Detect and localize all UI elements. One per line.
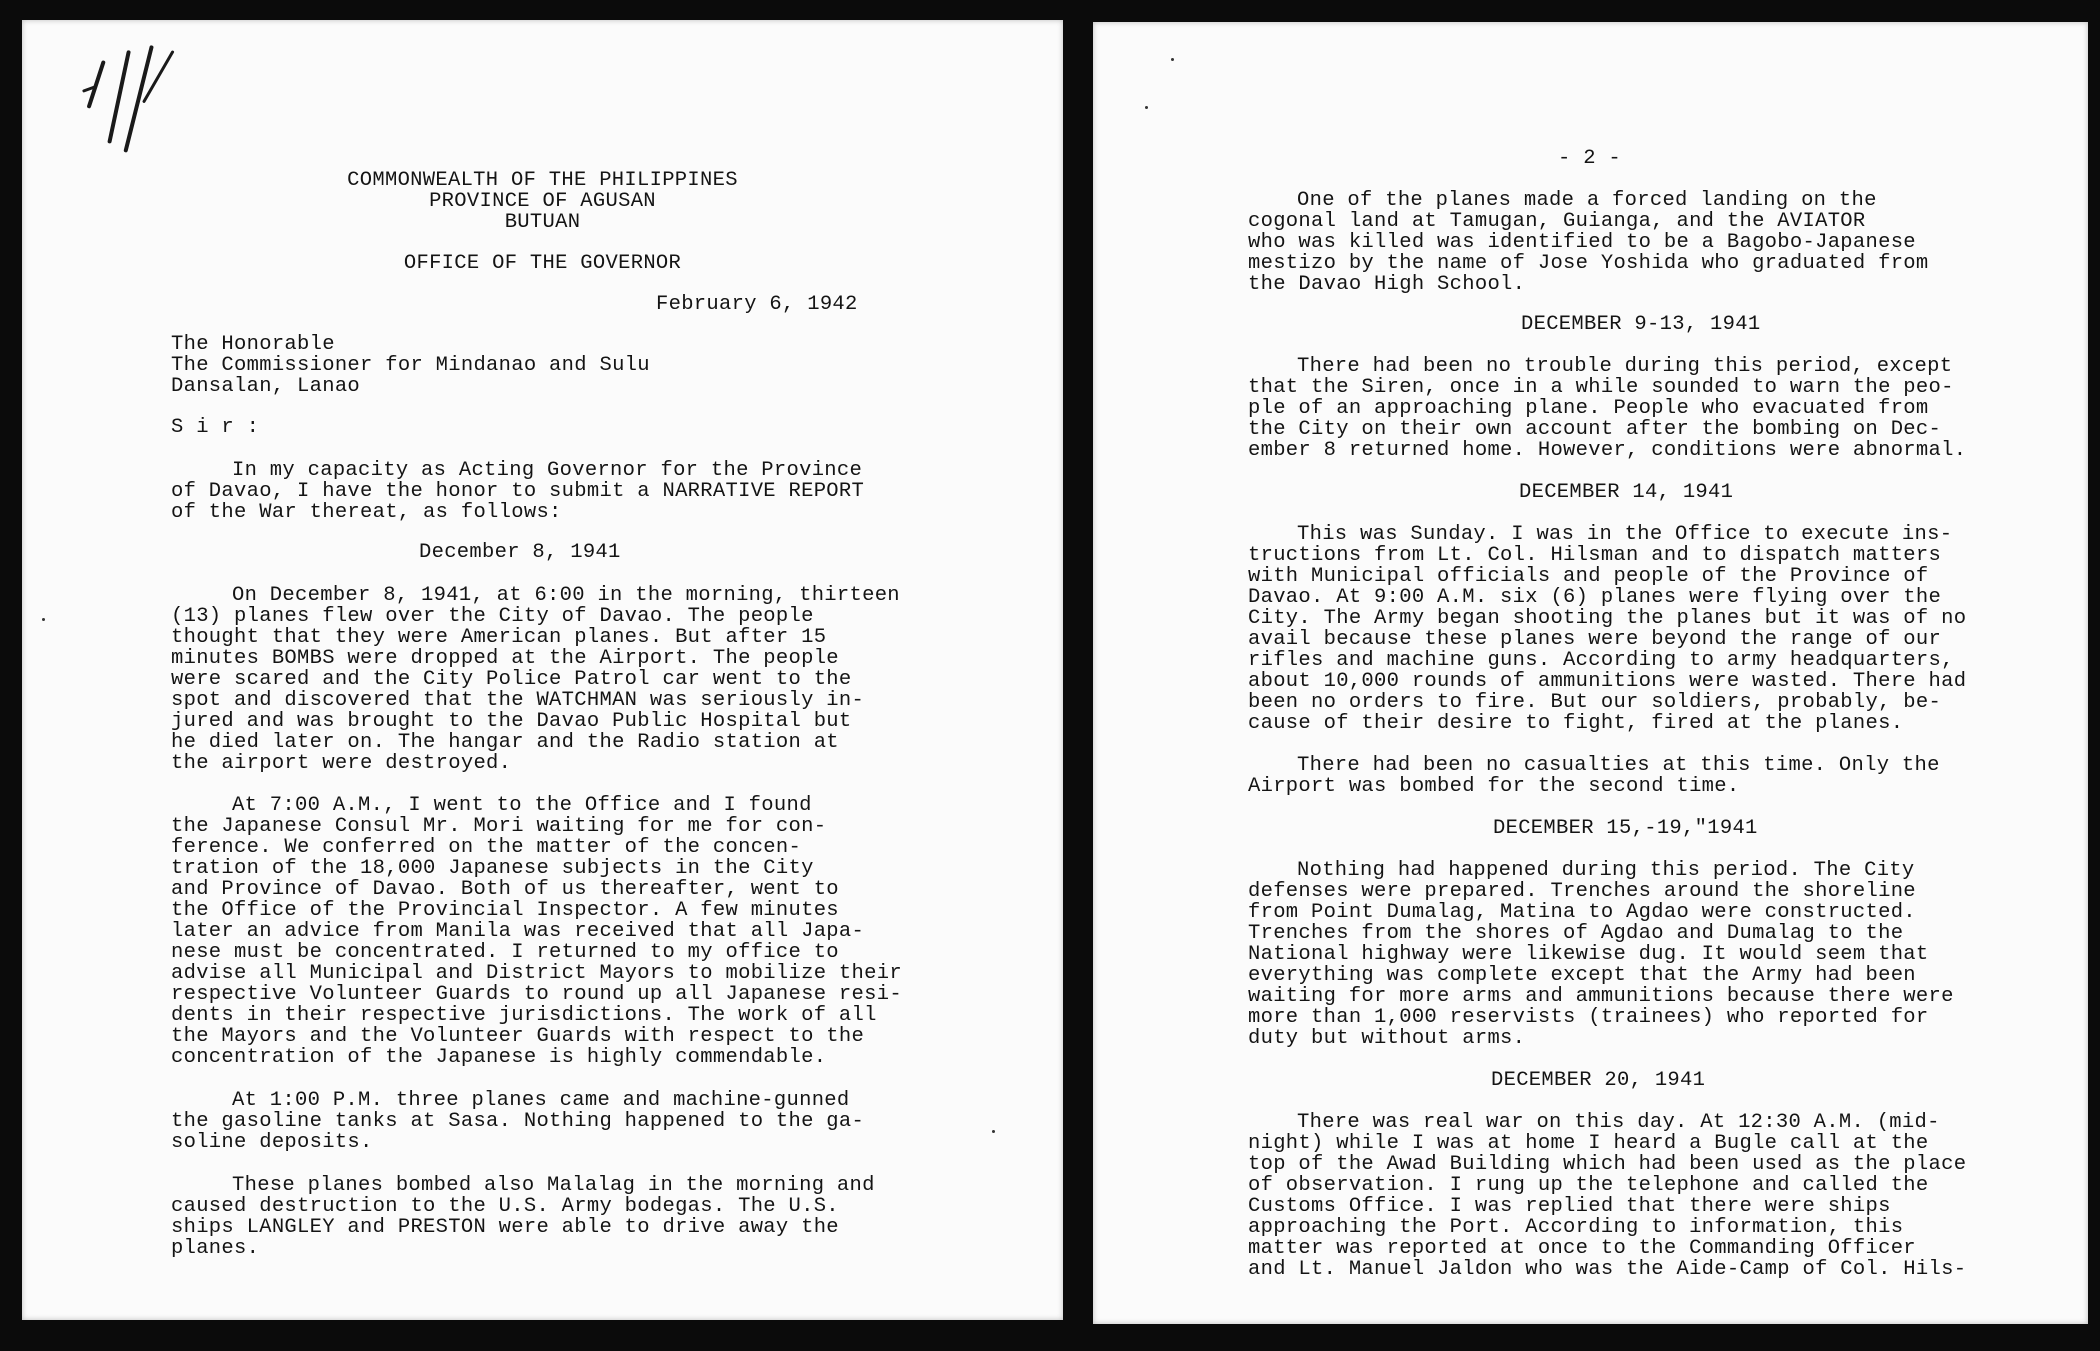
text-line: caused destruction to the U.S. Army bodegas. The U.S.: [171, 1195, 839, 1218]
document-page-2: [1093, 22, 2088, 1324]
text-line: There was real war on this day. At 12:30 A.M. (mid-: [1297, 1111, 1940, 1134]
text-line: dents in their respective jurisdictions. The work of all: [171, 1004, 877, 1027]
page-number: - 2 -: [1558, 147, 1622, 170]
speck: [42, 618, 45, 621]
text-line: jured and was brought to the Davao Public Hospital but: [171, 710, 852, 733]
text-line: On December 8, 1941, at 6:00 in the morning, thirteen: [232, 584, 900, 607]
document-page-1: [22, 20, 1063, 1320]
text-line: planes.: [171, 1237, 260, 1260]
text-line: rifles and machine guns. According to army headquarters,: [1248, 649, 1954, 672]
text-line: This was Sunday. I was in the Office to execute ins-: [1297, 523, 1953, 546]
text-line: the Office of the Provincial Inspector. A few minutes: [171, 899, 839, 922]
text-line: of Davao, I have the honor to submit a NARRATIVE REPORT: [171, 480, 865, 503]
text-line: that the Siren, once in a while sounded to warn the peo-: [1248, 376, 1954, 399]
text-line: been no orders to fire. But our soldiers, probably, be-: [1248, 691, 1942, 714]
text-line: advise all Municipal and District Mayors to mobilize their: [171, 962, 902, 985]
text-line: matter was reported at once to the Commanding Officer: [1248, 1237, 1916, 1260]
text-line: cause of their desire to fight, fired at the planes.: [1248, 712, 1904, 735]
text-line: duty but without arms.: [1248, 1027, 1526, 1050]
text-line: There had been no trouble during this period, except: [1297, 355, 1953, 378]
text-line: cogonal land at Tamugan, Guianga, and the AVIATOR: [1248, 210, 1866, 233]
text-line: defenses were prepared. Trenches around the shoreline: [1248, 880, 1916, 903]
text-line: spot and discovered that the WATCHMAN was seriously in-: [171, 689, 865, 712]
text-line: respective Volunteer Guards to round up all Japanese resi-: [171, 983, 902, 1006]
text-line: At 1:00 P.M. three planes came and machine-gunned: [232, 1089, 850, 1112]
letterhead-line: PROVINCE OF AGUSAN: [429, 190, 656, 213]
text-line: who was killed was identified to be a Bagobo-Japanese: [1248, 231, 1916, 254]
text-line: avail because these planes were beyond the range of our: [1248, 628, 1942, 651]
text-line: were scared and the City Police Patrol car went to the: [171, 668, 852, 691]
text-line: of the War thereat, as follows:: [171, 501, 562, 524]
text-line: In my capacity as Acting Governor for the Province: [232, 459, 863, 482]
text-line: City. The Army began shooting the planes but it was of no: [1248, 607, 1967, 630]
text-line: Customs Office. I was replied that there were ships: [1248, 1195, 1891, 1218]
text-line: (13) planes flew over the City of Davao. The people: [171, 605, 814, 628]
text-line: the Davao High School.: [1248, 273, 1526, 296]
text-line: everything was complete except that the Army had been: [1248, 964, 1916, 987]
text-line: ple of an approaching plane. People who evacuated from: [1248, 397, 1929, 420]
office-title: OFFICE OF THE GOVERNOR: [403, 252, 682, 275]
section-heading: DECEMBER 14, 1941: [1519, 481, 1734, 504]
section-heading: DECEMBER 15,-19,ʺ1941: [1493, 817, 1758, 840]
text-line: night) while I was at home I heard a Bugle call at the: [1248, 1132, 1929, 1155]
text-line: and Lt. Manuel Jaldon who was the Aide-Camp of Col. Hils-: [1248, 1258, 1967, 1281]
text-line: waiting for more arms and ammunitions because there were: [1248, 985, 1954, 1008]
letter-date: February 6, 1942: [656, 293, 858, 316]
text-line: nese must be concentrated. I returned to my office to: [171, 941, 839, 964]
text-line: the gasoline tanks at Sasa. Nothing happened to the ga-: [171, 1110, 865, 1133]
text-line: tration of the 18,000 Japanese subjects in the City: [171, 857, 814, 880]
text-line: about 10,000 rounds of ammunitions were wasted. There had: [1248, 670, 1967, 693]
text-line: Airport was bombed for the second time.: [1248, 775, 1740, 798]
section-heading: December 8, 1941: [419, 541, 621, 564]
text-line: later an advice from Manila was received that all Japa-: [171, 920, 865, 943]
letterhead-line: BUTUAN: [504, 211, 581, 234]
addressee-line: The Commissioner for Mindanao and Sulu: [171, 354, 650, 377]
text-line: from Point Dumalag, Matina to Agdao were constructed.: [1248, 901, 1916, 924]
text-line: mestizo by the name of Jose Yoshida who graduated from: [1248, 252, 1929, 275]
text-line: approaching the Port. According to information, this: [1248, 1216, 1904, 1239]
text-line: of observation. I rung up the telephone and called the: [1248, 1174, 1929, 1197]
text-line: soline deposits.: [171, 1131, 373, 1154]
text-line: tructions from Lt. Col. Hilsman and to dispatch matters: [1248, 544, 1942, 567]
text-line: At 7:00 A.M., I went to the Office and I found: [232, 794, 812, 817]
text-line: the City on their own account after the bombing on Dec-: [1248, 418, 1942, 441]
text-line: Trenches from the shores of Agdao and Dumalag to the: [1248, 922, 1904, 945]
letterhead-line: COMMONWEALTH OF THE PHILIPPINES: [347, 169, 738, 192]
text-line: Davao. At 9:00 A.M. six (6) planes were flying over the: [1248, 586, 1942, 609]
text-line: These planes bombed also Malalag in the morning and: [232, 1174, 875, 1197]
text-line: minutes BOMBS were dropped at the Airport. The people: [171, 647, 839, 670]
addressee-line: The Honorable: [171, 333, 335, 356]
text-line: he died later on. The hangar and the Radio station at: [171, 731, 839, 754]
speck: [1171, 58, 1174, 61]
text-line: Nothing had happened during this period. The City: [1297, 859, 1915, 882]
text-line: ference. We conferred on the matter of the concen-: [171, 836, 802, 859]
text-line: concentration of the Japanese is highly commendable.: [171, 1046, 827, 1069]
text-line: the Mayors and the Volunteer Guards with respect to the: [171, 1025, 865, 1048]
speck: [992, 1130, 995, 1133]
addressee-line: Dansalan, Lanao: [171, 375, 361, 398]
text-line: One of the planes made a forced landing on the: [1297, 189, 1877, 212]
text-line: ember 8 returned home. However, conditions were abnormal.: [1248, 439, 1967, 462]
section-heading: DECEMBER 20, 1941: [1491, 1069, 1706, 1092]
text-line: with Municipal officials and people of the Province of: [1248, 565, 1929, 588]
text-line: top of the Awad Building which had been used as the place: [1248, 1153, 1967, 1176]
text-line: There had been no casualties at this time. Only the: [1297, 754, 1940, 777]
text-line: and Province of Davao. Both of us thereafter, went to: [171, 878, 839, 901]
text-line: thought that they were American planes. But after 15: [171, 626, 827, 649]
speck: [1145, 106, 1148, 109]
section-heading: DECEMBER 9-13, 1941: [1521, 313, 1761, 336]
text-line: National highway were likewise dug. It would seem that: [1248, 943, 1929, 966]
text-line: more than 1,000 reservists (trainees) who reported for: [1248, 1006, 1929, 1029]
text-line: ships LANGLEY and PRESTON were able to drive away the: [171, 1216, 839, 1239]
text-line: the airport were destroyed.: [171, 752, 512, 775]
salutation: S i r :: [171, 416, 260, 439]
text-line: the Japanese Consul Mr. Mori waiting for me for con-: [171, 815, 827, 838]
